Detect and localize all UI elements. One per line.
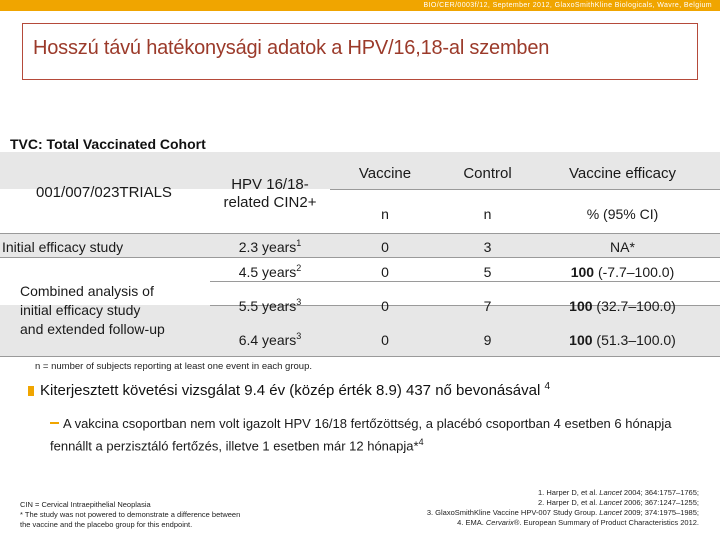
top-banner	[0, 0, 720, 11]
header-control-unit: n	[483, 206, 492, 222]
reference-item: 3. GlaxoSmithKline Vaccine HPV-007 Study Group. Lancet 2009; 374:1975–1985;	[426, 508, 699, 517]
row-divider	[0, 233, 720, 234]
efficacy-value: 100 (51.3–100.0)	[569, 332, 676, 348]
references	[427, 488, 699, 528]
study-combined-line3: and extended follow-up	[20, 321, 165, 337]
header-divider	[330, 189, 720, 190]
study-combined-line1: Combined analysis of	[20, 283, 154, 299]
header-efficacy: Vaccine efficacy	[569, 165, 676, 182]
header-trials: 001/007/023TRIALS	[36, 184, 172, 201]
control-n: 5	[483, 264, 492, 280]
control-n: 3	[483, 239, 492, 255]
header-endpoint-line2: related CIN2+	[223, 194, 317, 211]
bullet-square-icon	[28, 386, 34, 396]
dash-icon	[50, 422, 59, 424]
header-efficacy-unit: % (95% CI)	[586, 206, 659, 222]
vaccine-n: 0	[381, 332, 389, 348]
followup-years: 6.4 years$^3$	[238, 331, 302, 348]
table-bottom-rule	[0, 356, 720, 357]
followup-years: 5.5 years$^3$	[238, 297, 302, 314]
header-control: Control	[463, 165, 512, 182]
vaccine-n: 0	[381, 239, 389, 255]
reference-item: 4. EMA. Cervarix®. European Summary of Product Characteristics 2012.	[457, 518, 699, 527]
table-footnote: n = number of subjects reporting at least one event in each group.	[35, 361, 312, 372]
reference-item: 2. Harper D, et al. Lancet 2006; 367:1247–1255;	[538, 498, 699, 507]
header-endpoint-line1: HPV 16/18-	[231, 176, 309, 193]
title-box	[22, 23, 698, 80]
followup-years: 2.3 years$^1$	[238, 238, 302, 255]
vaccine-n: 0	[381, 264, 389, 280]
control-n: 9	[483, 332, 492, 348]
efficacy-value: 100 (-7.7–100.0)	[570, 264, 675, 280]
control-n: 7	[483, 298, 492, 314]
vaccine-n: 0	[381, 298, 389, 314]
abbreviations: CIN = Cervical Intraepithelial Neoplasia * The study was not powered to demonstrate a difference between the vaccine and the placebo group for this endpoint.	[20, 500, 241, 529]
slide-title: Hosszú távú hatékonysági adatok a HPV/16,18-al szemben	[33, 37, 550, 59]
efficacy-table	[0, 152, 720, 357]
study-combined-line2: initial efficacy study	[20, 302, 141, 318]
efficacy-value: 100 (32.7–100.0)	[569, 298, 676, 314]
study-initial: Initial efficacy study	[2, 239, 124, 255]
reference-item: 1. Harper D, et al. Lancet 2004; 364:1757–1765;	[538, 488, 699, 497]
main-bullet: Kiterjesztett követési vizsgálat 9.4 év (közép érték 8.9) 437 nő bevonásával $^4$	[28, 381, 550, 399]
header-vaccine-unit: n	[381, 206, 389, 222]
header-vaccine: Vaccine	[358, 165, 412, 182]
efficacy-value: NA*	[610, 239, 635, 255]
row-divider	[210, 281, 720, 282]
document-code: BIO/CER/0003f/12, September 2012, GlaxoSmithKline Biologicals, Wavre, Belgium	[423, 2, 712, 9]
sub-bullet: A vakcina csoportban nem volt igazolt HPV 16/18 fertőzöttség, a placébó csoportban 4 esetben 6 hónapja fennállt a perzisztáló fertőzés, illetve 1 esetben már 12 hónapja*$^4$	[50, 416, 672, 454]
followup-years: 4.5 years$^2$	[238, 263, 302, 280]
row-divider	[0, 257, 720, 258]
cohort-label: TVC: Total Vaccinated Cohort	[10, 136, 206, 152]
